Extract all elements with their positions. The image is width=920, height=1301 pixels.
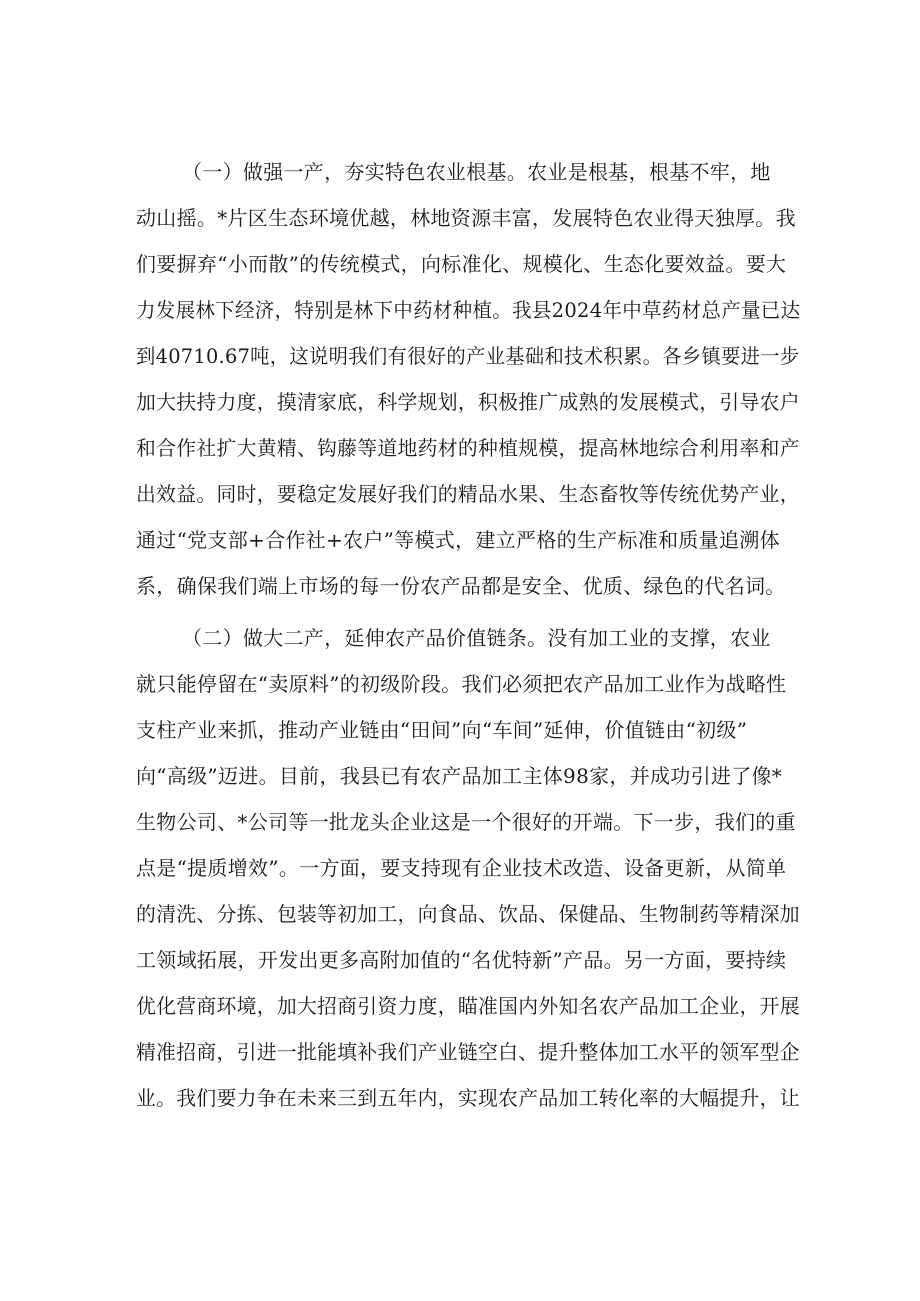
paragraph-1-line-10: 系，确保我们端上市场的每一份农产品都是安全、优质、绿色的代名词。: [136, 574, 786, 598]
paragraph-1-line-5: 到40710.67吨，这说明我们有很好的产业基础和技术积累。各乡镇要进一步: [136, 344, 800, 368]
paragraph-2-line-9: 优化营商环境，加大招商引资力度，瞄准国内外知名农产品加工企业，开展: [136, 994, 800, 1018]
paragraph-2-line-6: 点是“提质增效”。一方面，要支持现有企业技术改造、设备更新，从简单: [136, 856, 787, 880]
paragraph-2-line-4: 向“高级”迈进。目前，我县已有农产品加工主体98家，并成功引进了像*: [136, 764, 783, 788]
paragraph-2-line-1: （二）做大二产，延伸农产品价值链条。没有加工业的支撑，农业: [182, 626, 771, 650]
paragraph-1-line-1: （一）做强一产，夯实特色农业根基。农业是根基，根基不牢，地: [182, 160, 771, 184]
paragraph-2-line-11: 业。我们要力争在未来三到五年内，实现农产品加工转化率的大幅提升，让: [136, 1086, 800, 1110]
paragraph-1-line-4: 力发展林下经济，特别是林下中药材种植。我县2024年中草药材总产量已达: [136, 298, 801, 322]
paragraph-2-line-5: 生物公司、*公司等一批龙头企业这是一个很好的开端。下一步，我们的重: [136, 810, 796, 834]
paragraph-2-line-8: 工领域拓展，开发出更多高附加值的“名优特新”产品。另一方面，要持续: [136, 948, 787, 972]
paragraph-1-line-2: 动山摇。*片区生态环境优越，林地资源丰富，发展特色农业得天独厚。我: [136, 206, 796, 230]
paragraph-2-line-2: 就只能停留在“卖原料”的初级阶段。我们必须把农产品加工业作为战略性: [136, 672, 787, 696]
paragraph-1-line-6: 加大扶持力度，摸清家底，科学规划，积极推广成熟的发展模式，引导农户: [136, 390, 800, 414]
paragraph-1-line-9: 通过“党支部+合作社+农户”等模式，建立严格的生产标准和质量追溯体: [136, 528, 780, 552]
paragraph-2-line-10: 精准招商，引进一批能填补我们产业链空白、提升整体加工水平的领军型企: [136, 1040, 800, 1064]
paragraph-1-line-8: 出效益。同时，要稳定发展好我们的精品水果、生态畜牧等传统优势产业，: [136, 482, 800, 506]
paragraph-2-line-3: 支柱产业来抓，推动产业链由“田间”向“车间”延伸，价值链由“初级”: [136, 718, 748, 742]
paragraph-1-line-3: 们要摒弃“小而散”的传统模式，向标准化、规模化、生态化要效益。要大: [136, 252, 787, 276]
paragraph-2-line-7: 的清洗、分拣、包装等初加工，向食品、饮品、保健品、生物制药等精深加: [136, 902, 800, 926]
paragraph-1-line-7: 和合作社扩大黄精、钩藤等道地药材的种植规模，提高林地综合利用率和产: [136, 436, 800, 460]
